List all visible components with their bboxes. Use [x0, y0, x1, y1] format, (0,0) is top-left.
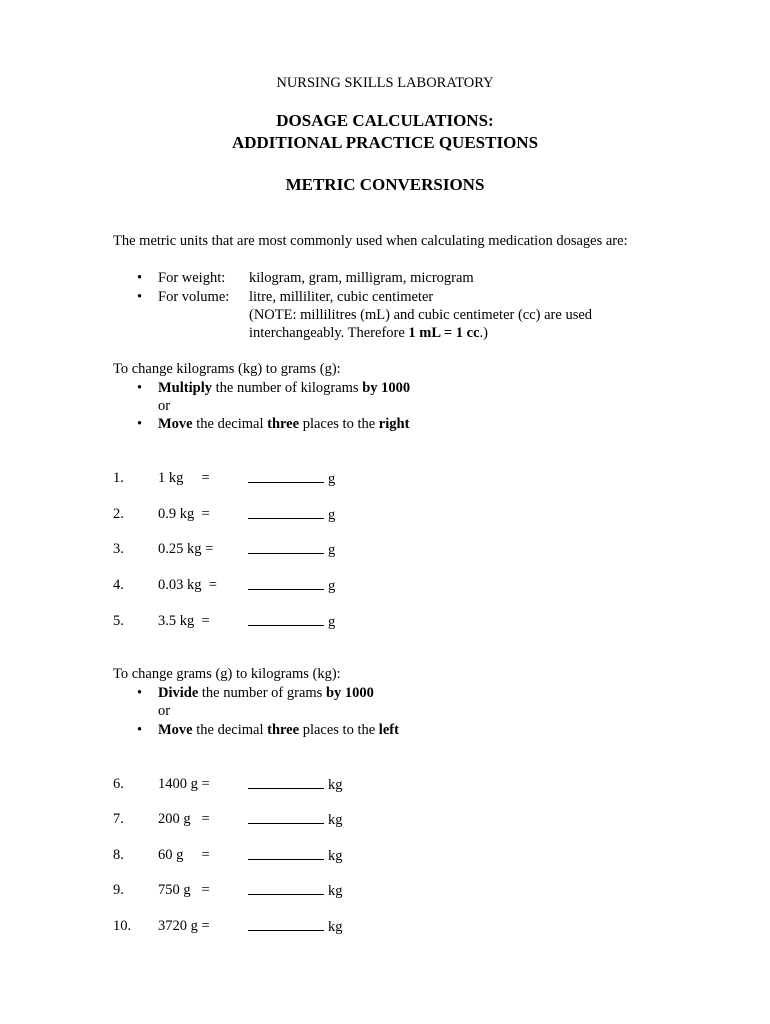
question-number: 4.: [113, 577, 124, 593]
kg-to-g-rule2: Move the decimal three places to the right: [158, 416, 410, 432]
note-line1: (NOTE: millilitres (mL) and cubic centimeter (cc) are used: [249, 307, 593, 323]
answer-field[interactable]: [248, 541, 335, 559]
question-expression: 0.25 kg =: [158, 541, 214, 557]
bullet-icon: •: [137, 380, 143, 396]
answer-field[interactable]: [248, 613, 335, 631]
answer-field[interactable]: [248, 577, 335, 595]
question-expression: 1 kg =: [158, 470, 210, 486]
kg-to-g-rule1: Multiply the number of kilograms by 1000: [158, 380, 411, 396]
question-number: 6.: [113, 776, 124, 792]
question-number: 2.: [113, 506, 124, 522]
g-to-kg-heading: To change grams (g) to kilograms (kg):: [113, 666, 341, 682]
answer-field[interactable]: [248, 470, 335, 488]
answer-unit: g: [328, 471, 336, 487]
volume-label: For volume:: [158, 289, 230, 305]
weight-value: kilogram, gram, milligram, microgram: [249, 270, 474, 286]
kg-to-g-heading: To change kilograms (kg) to grams (g):: [113, 361, 341, 377]
answer-unit: g: [328, 578, 336, 594]
answer-unit: g: [328, 542, 336, 558]
answer-field[interactable]: [248, 811, 343, 829]
answer-field[interactable]: [248, 882, 343, 900]
question-expression: 200 g =: [158, 811, 210, 827]
question-number: 5.: [113, 613, 124, 629]
g-to-kg-rule1: Divide the number of grams by 1000: [158, 685, 374, 701]
question-expression: 0.9 kg =: [158, 506, 210, 522]
bullet-icon: •: [137, 685, 143, 701]
volume-value: litre, milliliter, cubic centimeter: [249, 289, 434, 305]
question-number: 1.: [113, 470, 124, 486]
question-expression: 1400 g =: [158, 776, 210, 792]
g-to-kg-rule2: Move the decimal three places to the left: [158, 722, 399, 738]
g-to-kg-or: or: [158, 703, 171, 719]
question-number: 3.: [113, 541, 124, 557]
note-line2: interchangeably. Therefore 1 mL = 1 cc.): [249, 325, 488, 341]
bullet-icon: •: [137, 289, 143, 305]
answer-field[interactable]: [248, 506, 335, 524]
kg-to-g-or: or: [158, 398, 171, 414]
answer-unit: g: [328, 614, 336, 630]
question-number: 7.: [113, 811, 124, 827]
question-expression: 3.5 kg =: [158, 613, 210, 629]
answer-unit: g: [328, 507, 336, 523]
bullet-icon: •: [137, 270, 143, 286]
doc-title-line2: ADDITIONAL PRACTICE QUESTIONS: [231, 133, 539, 152]
section-title: METRIC CONVERSIONS: [285, 175, 485, 194]
answer-field[interactable]: [248, 918, 343, 936]
question-expression: 750 g =: [158, 882, 210, 898]
intro-text: The metric units that are most commonly used when calculating medication dosages are:: [113, 233, 628, 249]
answer-field[interactable]: [248, 847, 343, 865]
question-number: 8.: [113, 847, 124, 863]
question-expression: 60 g =: [158, 847, 210, 863]
answer-unit: kg: [328, 777, 343, 793]
answer-unit: kg: [328, 812, 343, 828]
answer-unit: kg: [328, 848, 343, 864]
question-expression: 3720 g =: [158, 918, 210, 934]
answer-field[interactable]: [248, 776, 343, 794]
answer-unit: kg: [328, 919, 343, 935]
bullet-icon: •: [137, 722, 143, 738]
doc-title-line1: DOSAGE CALCULATIONS:: [276, 111, 494, 130]
lab-title: NURSING SKILLS LABORATORY: [276, 75, 494, 91]
question-expression: 0.03 kg =: [158, 577, 217, 593]
question-number: 9.: [113, 882, 124, 898]
weight-label: For weight:: [158, 270, 226, 286]
question-number: 10.: [113, 918, 132, 934]
answer-unit: kg: [328, 883, 343, 899]
bullet-icon: •: [137, 416, 143, 432]
